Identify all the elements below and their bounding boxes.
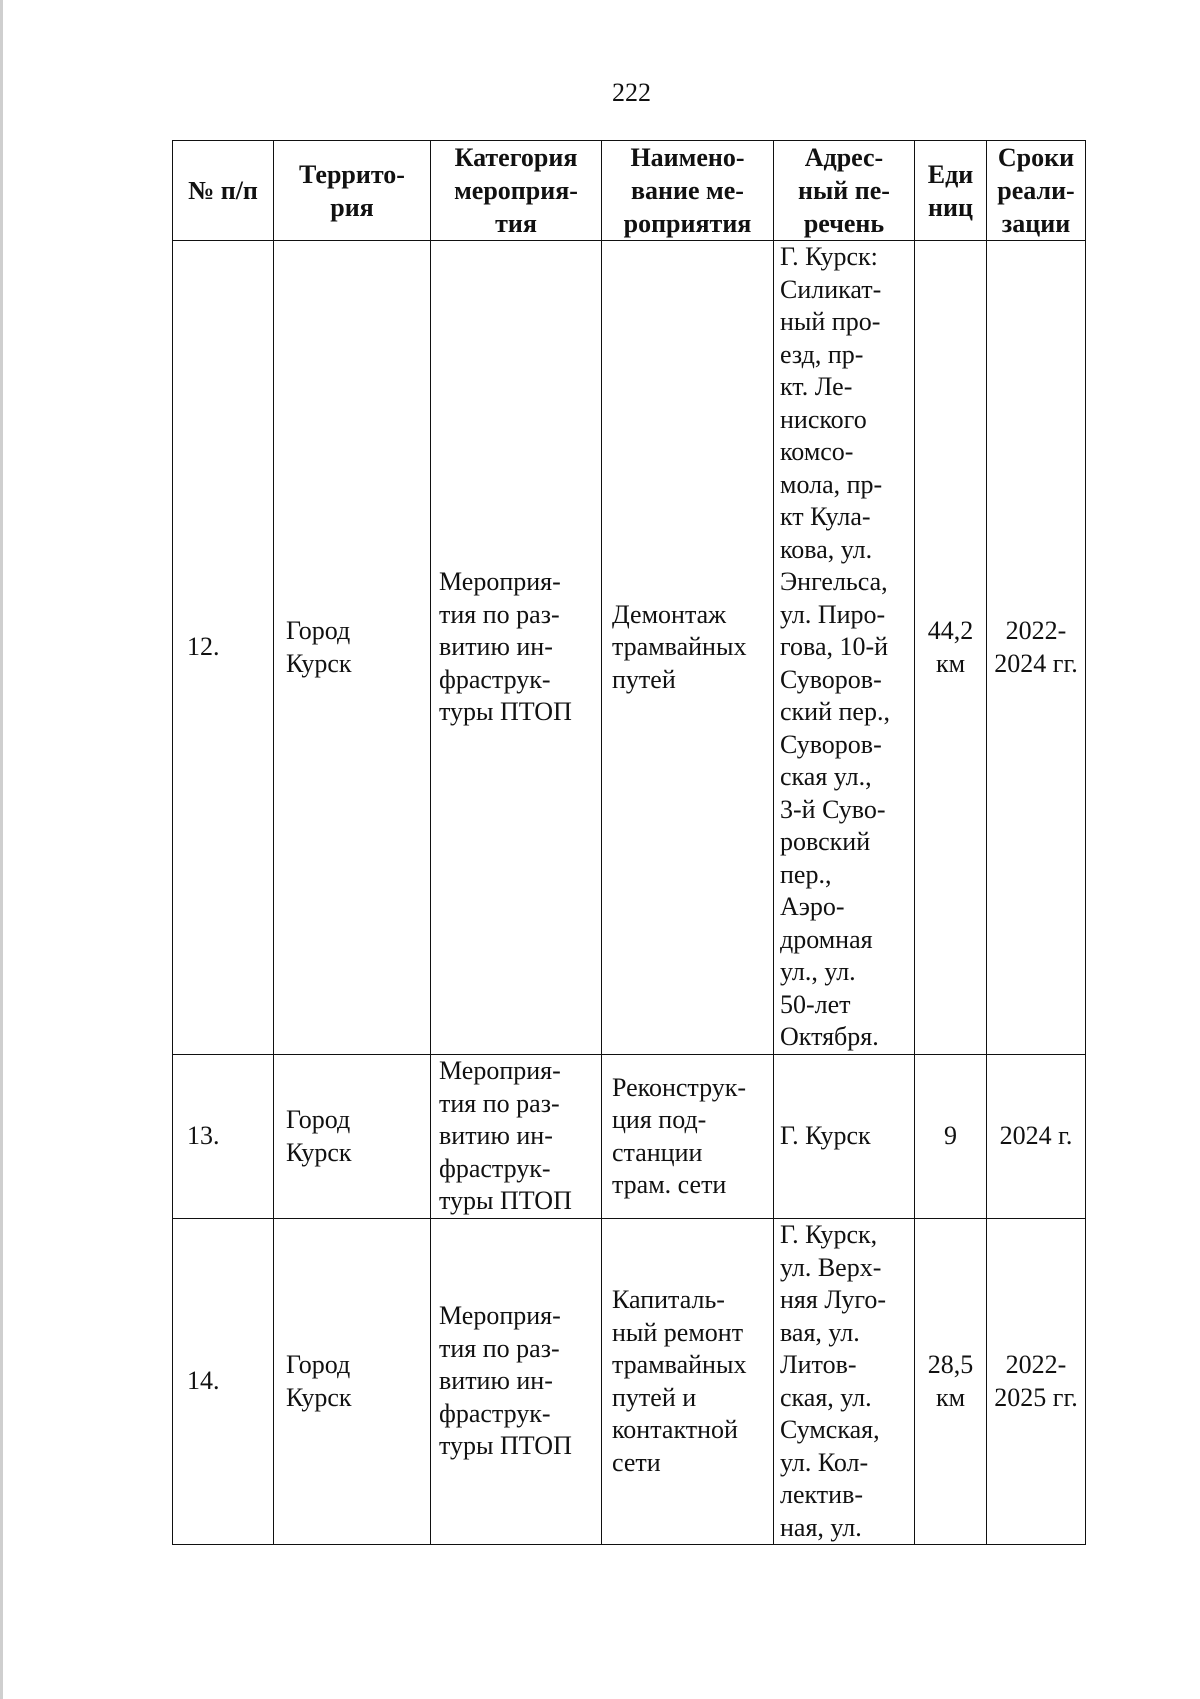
row-territory: Город Курск (274, 241, 431, 1055)
header-territory: Террито- рия (274, 141, 431, 241)
page-number: 222 (612, 78, 651, 107)
row-name: Демонтаж трамвайных путей (602, 241, 774, 1055)
row-number: 13. (173, 1055, 274, 1219)
row-units: 9 (915, 1055, 987, 1219)
row-name: Капиталь- ный ремонт трамвайных путей и контактной сети (602, 1219, 774, 1545)
header-number: № п/п (173, 141, 274, 241)
row-address: Г. Курск: Силикат- ный про- езд, пр- кт. Ле- ниского комсо- мола, пр- кт Кула- кова, ул. Энгельса, ул. Пиро- гова, 10-й Суворов- ский пер., Суворов- ская ул., 3-й Суво- ровский пер., Аэро- дромная ул., ул. 50-лет Октября. (774, 241, 915, 1055)
row-units: 28,5 км (915, 1219, 987, 1545)
row-term: 2022- 2024 гг. (987, 241, 1086, 1055)
row-number: 12. (173, 241, 274, 1055)
row-territory: Город Курск (274, 1219, 431, 1545)
measures-table (172, 140, 1086, 1545)
header-term: Сроки реали- зации (987, 141, 1086, 241)
row-territory: Город Курск (274, 1055, 431, 1219)
row-category: Мероприя- тия по раз- витию ин- фраструк- туры ПТОП (431, 1055, 602, 1219)
table-row (173, 241, 1086, 1055)
table-row (173, 1219, 1086, 1545)
row-name: Реконструк- ция под- станции трам. сети (602, 1055, 774, 1219)
table-row (173, 1055, 1086, 1219)
header-name: Наимено- вание ме- роприятия (602, 141, 774, 241)
header-category: Категория мероприя- тия (431, 141, 602, 241)
row-address: Г. Курск, ул. Верх- няя Луго- вая, ул. Литов- ская, ул. Сумская, ул. Кол- лектив- ная, ул. (774, 1219, 915, 1545)
row-term: 2024 г. (987, 1055, 1086, 1219)
row-units: 44,2 км (915, 241, 987, 1055)
row-category: Мероприя- тия по раз- витию ин- фраструк- туры ПТОП (431, 241, 602, 1055)
table-header-row (173, 141, 1086, 241)
header-address: Адрес- ный пе- речень (774, 141, 915, 241)
scan-left-edge (0, 0, 3, 1699)
header-units: Еди ниц (915, 141, 987, 241)
row-number: 14. (173, 1219, 274, 1545)
row-term: 2022- 2025 гг. (987, 1219, 1086, 1545)
row-category: Мероприя- тия по раз- витию ин- фраструк- туры ПТОП (431, 1219, 602, 1545)
row-address: Г. Курск (774, 1055, 915, 1219)
